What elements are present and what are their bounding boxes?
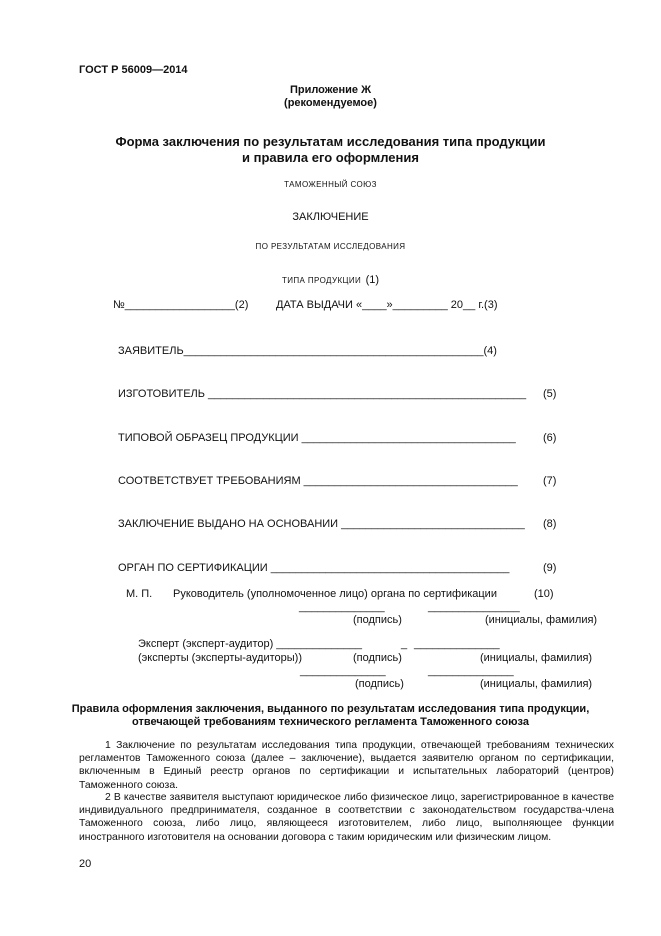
experts-label: (эксперты (эксперты-аудиторы)) (138, 652, 303, 664)
applicant-row (118, 345, 497, 357)
rules-title-line-2: отвечающей требованиям технического регламента Таможенного союза (132, 716, 529, 728)
customs-union-label: ТАМОЖЕННЫЙ СОЮЗ (284, 180, 377, 189)
stamp-place: М. П. (126, 588, 153, 600)
rules-title-line-1: Правила оформления заключения, выданного по результатам исследования типа продукции, (71, 703, 590, 715)
expert-label: Эксперт (эксперт-аудитор) ______________ (138, 638, 362, 650)
form-title-line-1: Форма заключения по результатам исследования типа продукции (115, 134, 546, 149)
manufacturer-row (118, 388, 526, 400)
complies-label: СООТВЕТСТВУЕТ ТРЕБОВАНИЯМ (118, 475, 301, 487)
expert-initials-line: ______________ (414, 638, 500, 650)
page-number: 20 (79, 858, 92, 870)
applicant-label: ЗАЯВИТЕЛЬ (118, 345, 184, 357)
head-initials-caption: (инициалы, фамилия) (485, 614, 598, 626)
product-type-row (0, 270, 661, 288)
sample-line: ___________________________________ (301, 432, 516, 444)
issue-date-field: ДАТА ВЫДАЧИ «____»_________ 20__ г.(3) (276, 299, 498, 311)
basis-line: ______________________________ (341, 518, 525, 530)
head-ref: (10) (534, 588, 554, 600)
applicant-line: _________________________________________________(4) (183, 345, 497, 357)
head-label: Руководитель (уполномоченное лицо) органа по сертификации (173, 588, 497, 600)
head-initials-line: _______________ (428, 601, 520, 613)
basis-ref: (8) (543, 518, 557, 530)
sample-row (118, 432, 516, 444)
sample-ref: (6) (543, 432, 557, 444)
certification-body-ref: (9) (543, 562, 557, 574)
product-type-label: ТИПА ПРОДУКЦИИ (281, 276, 362, 285)
appendix-subtitle: (рекомендуемое) (284, 97, 377, 109)
certification-body-line: _______________________________________ (270, 562, 510, 574)
number-field: №__________________(2) (113, 299, 249, 311)
manufacturer-label: ИЗГОТОВИТЕЛЬ (118, 388, 205, 400)
standard-header: ГОСТ Р 56009—2014 (79, 64, 188, 76)
basis-row (118, 518, 525, 530)
manufacturer-ref: (5) (543, 388, 557, 400)
expert2-initials-caption: (инициалы, фамилия) (480, 678, 593, 690)
conclusion-heading: ЗАКЛЮЧЕНИЕ (292, 211, 369, 223)
product-type-ref: (1) (365, 274, 380, 286)
by-results-label: ПО РЕЗУЛЬТАТАМ ИССЛЕДОВАНИЯ (255, 242, 406, 251)
expert-initials-caption: (инициалы, фамилия) (480, 652, 593, 664)
complies-line: ___________________________________ (303, 475, 518, 487)
basis-label: ЗАКЛЮЧЕНИЕ ВЫДАНО НА ОСНОВАНИИ (118, 518, 339, 530)
rules-paragraph-2: 2 В качестве заявителя выступают юридическое либо физическое лицо, зарегистрированное в качестве индивидуального предпринимателя, созданное в соответствии с законодательством государства-члена Таможенного союза, либо лицо, являющееся изготовителем, либо лицо, выполняющее функции иностранного изготовителя на основании договора с таким юридическим или физическим лицом. (79, 792, 614, 843)
expert-dash: _ (401, 638, 408, 650)
rules-paragraph-1: 1 Заключение по результатам исследования типа продукции, отвечающей требованиям технических регламентов Таможенного союза (далее – заключение), выдается заявителю органом по сертификации, включенным в Единый реестр органов по сертификации и испытательных лабораторий (центров) Таможенного союза. (79, 740, 614, 791)
expert2-signature-line: ______________ (300, 665, 386, 677)
expert2-signature-caption: (подпись) (355, 678, 404, 690)
certification-body-row (118, 562, 509, 574)
manufacturer-line: ____________________________________________________ (208, 388, 527, 400)
certification-body-label: ОРГАН ПО СЕРТИФИКАЦИИ (118, 562, 268, 574)
complies-ref: (7) (543, 475, 557, 487)
expert-signature-caption: (подпись) (353, 652, 402, 664)
head-signature-line: ______________ (299, 601, 385, 613)
sample-label: ТИПОВОЙ ОБРАЗЕЦ ПРОДУКЦИИ (118, 432, 299, 444)
form-title-line-2: и правила его оформления (242, 150, 419, 165)
complies-row (118, 475, 518, 487)
head-signature-caption: (подпись) (353, 614, 402, 626)
expert2-initials-line: ______________ (428, 665, 514, 677)
appendix-title: Приложение Ж (289, 84, 372, 96)
